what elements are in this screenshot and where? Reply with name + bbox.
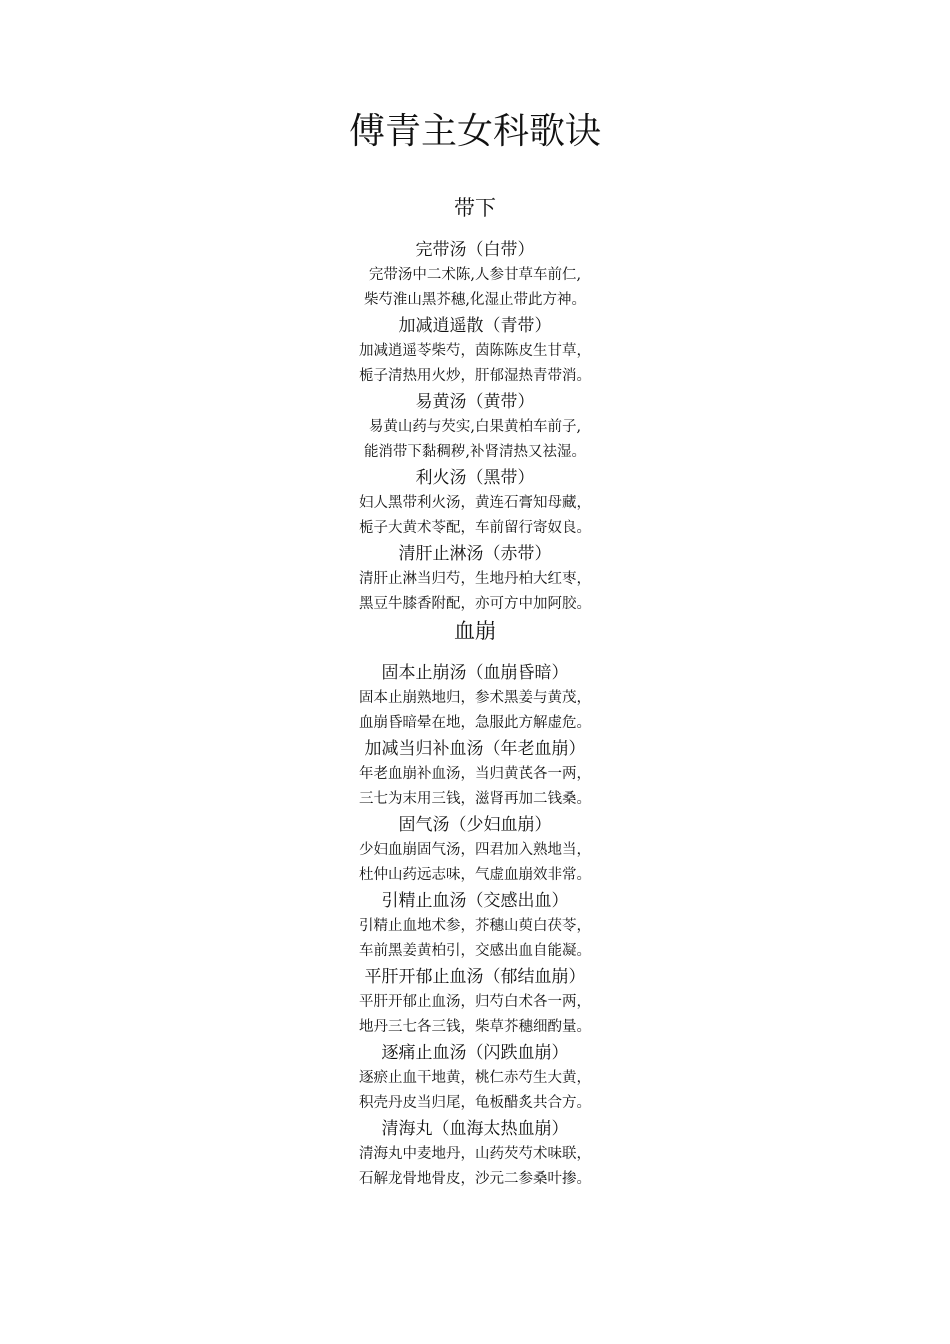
section-heading-xuebeng: 血崩	[454, 619, 496, 643]
recipe-block	[0, 237, 950, 313]
verse-line: 栀子清热用火炒，肝郁湿热青带消。	[359, 368, 591, 384]
verse-line: 平肝开郁止血汤，归芍白术各一两，	[359, 994, 591, 1010]
document-title: 傅青主女科歌诀	[348, 111, 601, 152]
verse-line: 清海丸中麦地丹，山药芡芍术味联，	[359, 1146, 591, 1162]
verse-line: 黑豆牛膝香附配，亦可方中加阿胶。	[359, 596, 591, 612]
section-daixia-recipes	[0, 237, 950, 617]
recipe-block	[0, 389, 950, 465]
section-heading-daixia: 带下	[454, 196, 496, 220]
recipe-title: 利火汤（黑带）	[415, 468, 535, 488]
verse-line: 加减逍遥苓柴芍，茵陈陈皮生甘草，	[359, 343, 591, 359]
verse-line: 地丹三七各三钱，柴草芥穗细酌量。	[359, 1019, 591, 1035]
recipe-block	[0, 812, 950, 888]
verse-line: 引精止血地术参，芥穗山萸白茯苓，	[359, 918, 591, 934]
verse-line: 少妇血崩固气汤，四君加入熟地当，	[359, 842, 591, 858]
recipe-title: 易黄汤（黄带）	[415, 392, 535, 412]
section-xuebeng-recipes	[0, 660, 950, 1192]
verse-line: 固本止崩熟地归，参术黑姜与黄茂，	[359, 690, 591, 706]
recipe-title: 引精止血汤（交感出血）	[381, 891, 569, 911]
verse-line: 车前黑姜黄柏引，交感出血自能凝。	[359, 943, 591, 959]
recipe-title: 清海丸（血海太热血崩）	[381, 1119, 569, 1139]
recipe-block	[0, 313, 950, 389]
recipe-title: 固气汤（少妇血崩）	[398, 815, 552, 835]
recipe-block	[0, 1040, 950, 1116]
recipe-title: 固本止崩汤（血崩昏暗）	[381, 663, 569, 683]
verse-line: 逐瘀止血干地黄，桃仁赤芍生大黄，	[359, 1070, 591, 1086]
verse-line: 血崩昏暗晕在地，急服此方解虚危。	[359, 715, 591, 731]
verse-line: 积壳丹皮当归尾，龟板醋炙共合方。	[359, 1095, 591, 1111]
recipe-title: 清肝止淋汤（赤带）	[398, 544, 552, 564]
verse-line: 完带汤中二术陈,人参甘草车前仁,	[368, 267, 582, 283]
verse-line: 妇人黑带利火汤，黄连石膏知母藏，	[359, 495, 591, 511]
verse-line: 清肝止淋当归芍，生地丹柏大红枣，	[359, 571, 591, 587]
recipe-block	[0, 541, 950, 617]
recipe-title: 完带汤（白带）	[415, 240, 535, 260]
recipe-title: 平肝开郁止血汤（郁结血崩）	[364, 967, 586, 987]
verse-line: 易黄山药与芡实,白果黄柏车前子,	[368, 419, 582, 435]
recipe-block	[0, 888, 950, 964]
verse-line: 能消带下黏稠秽,补肾清热又祛湿。	[363, 444, 587, 460]
verse-line: 柴芍淮山黑芥穗,化湿止带此方神。	[363, 292, 587, 308]
verse-line: 栀子大黄术苓配，车前留行寄奴良。	[359, 520, 591, 536]
recipe-block	[0, 964, 950, 1040]
verse-line: 年老血崩补血汤，当归黄芪各一两，	[359, 766, 591, 782]
recipe-block	[0, 736, 950, 812]
verse-line: 三七为末用三钱，滋肾再加二钱桑。	[359, 791, 591, 807]
recipe-block	[0, 465, 950, 541]
recipe-title: 加减逍遥散（青带）	[398, 316, 552, 336]
verse-line: 石解龙骨地骨皮，沙元二参桑叶掺。	[359, 1171, 591, 1187]
recipe-block	[0, 1116, 950, 1192]
recipe-title: 逐痛止血汤（闪跌血崩）	[381, 1043, 569, 1063]
verse-line: 杜仲山药远志味，气虚血崩效非常。	[359, 867, 591, 883]
recipe-block	[0, 660, 950, 736]
recipe-title: 加减当归补血汤（年老血崩）	[364, 739, 586, 759]
